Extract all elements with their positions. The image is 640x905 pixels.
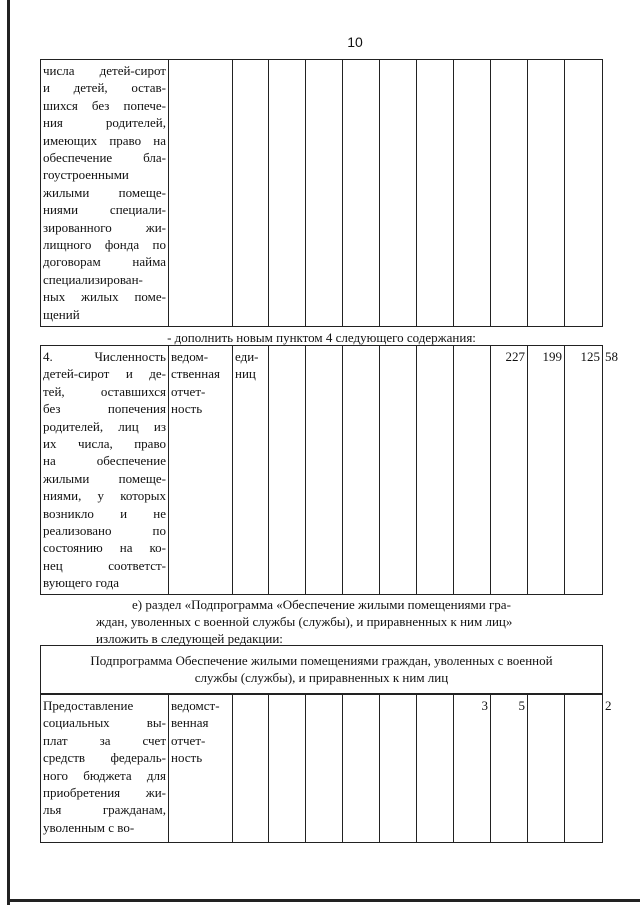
source-lines [171, 348, 230, 418]
text-line: еди- [235, 349, 259, 364]
indicator-description [41, 346, 169, 595]
text-line: социальных вы- [43, 715, 166, 731]
value-cell [417, 60, 454, 327]
source-cell [169, 695, 233, 843]
value-cell [417, 695, 454, 843]
value-cell [306, 695, 343, 843]
value-cell [306, 346, 343, 595]
indicator-description [41, 695, 169, 843]
value-cell [528, 60, 565, 327]
text-line: специализирован- [43, 271, 143, 287]
desc-lines [43, 697, 166, 836]
table-row: Предоставление социальных вы- плат за счет средств федераль- ного бюджета для приобретения жи- лья гражданам, уволенным с во- ведомст- венная отчет- ность 3 5 2 [41, 695, 603, 843]
value-cell [565, 695, 603, 843]
note-line: изложить в следующей редакции: [96, 631, 283, 646]
subprogram-title-line: Подпрограмма Обеспечение жилыми помещениями граждан, уволенных с военной [90, 653, 553, 668]
text-line: родителей, лиц из [43, 418, 166, 434]
text-line: их числа, право [43, 436, 166, 452]
text-line: на обеспечение [43, 453, 166, 469]
table-row [41, 60, 603, 327]
source-cell [169, 60, 233, 327]
note-line: е) раздел «Подпрограмма «Обеспечение жилыми помещениями гра- [132, 597, 511, 612]
value-cell: 125 [565, 346, 603, 595]
text-line: отчет- [171, 383, 206, 399]
value-cell [380, 60, 417, 327]
text-line: средств федераль- [43, 750, 166, 766]
value-cell: 199 [528, 346, 565, 595]
value-cell: 5 [491, 695, 528, 843]
source-lines [171, 697, 230, 767]
indicator-table-3 [40, 694, 612, 843]
text-line: лищного фонда по [43, 237, 166, 253]
text-line: ведомст- [171, 698, 220, 713]
text-line: жилыми помеще- [43, 184, 166, 200]
value-cell [343, 695, 380, 843]
text-line: лья гражданам, [43, 802, 166, 818]
page-number: 10 [347, 34, 363, 50]
text-line: ниц [235, 366, 256, 382]
text-line: ность [171, 401, 203, 417]
text-line: шихся без попече- [43, 97, 166, 113]
text-line: вующего года [43, 575, 119, 591]
text-line: обеспечение бла- [43, 150, 166, 166]
desc-lines [43, 348, 166, 592]
value-cell [454, 346, 491, 595]
unit-lines [235, 348, 266, 383]
page-border-bottom [7, 899, 640, 902]
text-line: числа детей-сирот [43, 63, 166, 78]
amendment-note: - дополнить новым пунктом 4 следующего содержания: [167, 330, 476, 345]
text-line: 4. Численность [43, 349, 166, 364]
text-line: возникло и не [43, 505, 166, 521]
text-line: нец соответст- [43, 557, 166, 573]
desc-lines [43, 62, 166, 323]
subprogram-title-line: службы (службы), и приравненных к ним лиц [194, 670, 449, 686]
text-line: Предоставление [43, 698, 134, 713]
text-line: ных жилых поме- [43, 289, 166, 305]
text-line: тей, оставшихся [43, 383, 166, 399]
value-cell [565, 60, 603, 327]
value-cell [454, 60, 491, 327]
value-cell [491, 60, 528, 327]
value-cell [380, 695, 417, 843]
text-line: ственная [171, 366, 220, 382]
text-line: приобретения жи- [43, 785, 166, 801]
text-line: венная [171, 715, 209, 731]
text-line: ного бюджета для [43, 767, 166, 783]
text-line: ность [171, 750, 203, 766]
page-border-left [7, 0, 10, 905]
unit-cell [233, 60, 269, 327]
text-line: плат за счет [43, 732, 166, 748]
text-line: отчет- [171, 732, 206, 748]
text-line: щений [43, 306, 80, 322]
value-cell [380, 346, 417, 595]
value-cell [528, 695, 565, 843]
value-cell [269, 346, 306, 595]
text-line: гоустроенными [43, 167, 129, 183]
note-line: ждан, уволенных с военной службы (службы), и приравненных к ним лиц» [96, 614, 513, 629]
text-line: ведом- [171, 349, 209, 364]
text-line: детей-сирот и де- [43, 366, 166, 382]
text-line: без попечения [43, 401, 166, 417]
text-line: состоянию на ко- [43, 540, 166, 556]
subprogram-title [41, 646, 603, 694]
text-line: уволенным с во- [43, 819, 135, 835]
value-cell [269, 60, 306, 327]
value-cell [269, 695, 306, 843]
value-cell [417, 346, 454, 595]
value-cell [343, 346, 380, 595]
text-line: имеющих право на [43, 132, 166, 148]
source-cell [169, 346, 233, 595]
section-amendment-note [96, 596, 606, 647]
value-cell: 227 [491, 346, 528, 595]
indicator-table-1 [40, 59, 603, 327]
value-cell: 3 [454, 695, 491, 843]
text-line: жилыми помеще- [43, 470, 166, 486]
text-line: ниями специали- [43, 202, 166, 218]
unit-cell [233, 695, 269, 843]
value-cell [343, 60, 380, 327]
subprogram-header-table [40, 645, 603, 694]
text-line: ниями, у которых [43, 488, 166, 504]
indicator-table-2 [40, 345, 618, 595]
table-row [41, 646, 603, 694]
text-line: договорам найма [43, 254, 166, 270]
value-cell [306, 60, 343, 327]
unit-cell [233, 346, 269, 595]
text-line: реализовано по [43, 523, 166, 539]
indicator-description [41, 60, 169, 327]
text-line: и детей, остав- [43, 80, 166, 96]
table-row: 4. Численность детей-сирот и де- тей, оставшихся без попечения родителей, лиц из их числа, право на обеспечение жилыми помеще- ниями, у которых возникло и не реализовано по состоянию на ко- нец соответст- вующего года ведом- ственная отчет- ность еди- ниц 227 199 125 58 [41, 346, 603, 595]
text-line: зированного жи- [43, 219, 166, 235]
text-line: ния родителей, [43, 115, 166, 131]
